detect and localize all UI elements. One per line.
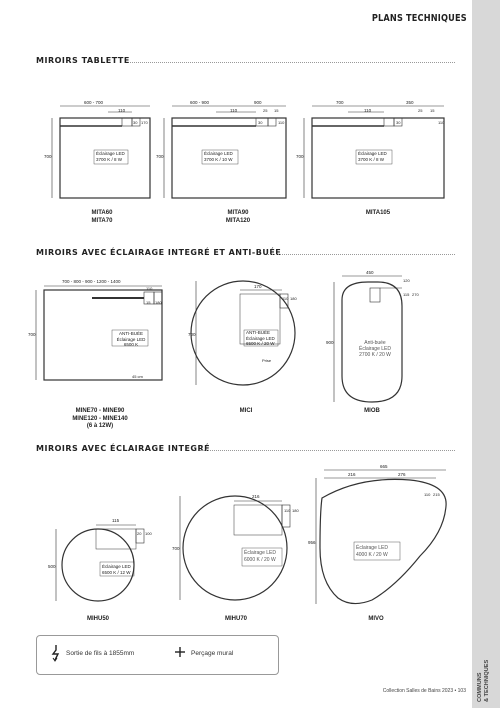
- mivo-dim-height: 956: [308, 540, 316, 545]
- mihu50-label: MIHU50: [86, 616, 109, 622]
- mihu70-dim-width: 216: [252, 494, 260, 499]
- mivo-dim-a: 110: [424, 492, 431, 497]
- wire-icon: [50, 644, 62, 662]
- mita105-dim-width2: 350: [406, 100, 414, 105]
- mita90-light: Éclairage LED 3700 K / 10 W: [204, 151, 233, 162]
- miob-dim-width: 450: [366, 270, 374, 275]
- mici-note: Prise: [262, 358, 272, 363]
- mihu70-label: MIHU70: [224, 616, 247, 622]
- section-title-antibuee: MIROIRS AVEC ÉCLAIRAGE INTEGRÉ ET ANTI-BUÉE: [36, 248, 282, 257]
- mivo-dim-width2: 276: [398, 472, 406, 477]
- miob-dim-c: 270: [412, 292, 419, 297]
- section-divider: [268, 254, 455, 255]
- miob-dim-height: 900: [326, 340, 334, 345]
- mita90-dim-width2: 900: [254, 100, 262, 105]
- mici-dim-a: 110: [282, 296, 289, 301]
- mita60-dim-a: 110: [118, 108, 126, 113]
- mita90-dim-d: 110: [278, 120, 285, 125]
- mita105-label: MITA105: [365, 210, 391, 216]
- mihu70-drawing: [180, 496, 290, 600]
- miob-label: MIOB: [364, 408, 380, 414]
- sidebar-label: [474, 652, 498, 704]
- mita105-dim-a: 110: [364, 108, 372, 113]
- mihu70-dim-height: 700: [172, 546, 180, 551]
- mici-label: MICI: [239, 408, 253, 414]
- mita60-dim-b: 30: [133, 120, 138, 125]
- miob-dim-b: 115: [403, 292, 410, 297]
- mihu70-dim-a: 110: [284, 508, 291, 513]
- mita90-dim-b: 25: [263, 108, 268, 113]
- mita90-dim-a: 110: [230, 108, 238, 113]
- mine-dim-height: 700: [28, 332, 36, 337]
- legend-drill-text: Perçage mural: [191, 650, 234, 657]
- miob-dim-a: 120: [403, 278, 410, 283]
- mihu70-light: Éclairage LED 6000 K / 20 W: [244, 550, 276, 563]
- mita105-dim-e: 110: [438, 120, 445, 125]
- page-title: PLANS TECHNIQUES: [372, 13, 467, 24]
- mihu50-light: Éclairage LED 6500 K / 12 W: [102, 564, 131, 575]
- mine-dim-b: 15: [146, 300, 151, 305]
- mita105-dim-b: 25: [418, 108, 423, 113]
- sidebar-label-line2: & TECHNIQUES: [484, 659, 490, 702]
- section-divider: [200, 450, 455, 451]
- section-title-tablette: MIROIRS TABLETTE: [36, 56, 130, 65]
- mita105-light: Éclairage LED 3700 K / 8 W: [358, 151, 387, 162]
- mine-dim-a: 110: [146, 286, 153, 291]
- mita60-light: Éclairage LED 3700 K / 8 W: [96, 151, 125, 162]
- miob-drawing: [334, 276, 402, 402]
- mita105-dim-d: 30: [396, 120, 401, 125]
- drill-icon: [174, 646, 186, 658]
- mici-dim-width: 170: [254, 284, 262, 289]
- mivo-dim-b: 215: [433, 492, 440, 497]
- mita60-label: MITA60 MITA70: [91, 210, 113, 224]
- mita105-dim-height: 700: [296, 154, 304, 159]
- mine-label: MINE70 - MINE90 MINE120 - MINE140 (6 à 12W): [72, 408, 128, 429]
- page-footer: Collection Salles de Bains 2023 • 103: [382, 688, 466, 694]
- mine-light: ANTI-BUÉE Éclairage LED 6500 K: [116, 331, 146, 347]
- miob-light: Anti-buée Éclairage LED 2700 K / 20 W: [359, 340, 391, 358]
- mici-dim-height: 700: [188, 332, 196, 337]
- mivo-label: MIVO: [368, 616, 384, 622]
- sidebar-label-line1: COMMUNS: [477, 672, 483, 702]
- mihu50-dim-width: 115: [112, 518, 120, 523]
- mivo-dim-width: 665: [380, 464, 388, 469]
- mine-dim-c: 180: [155, 300, 162, 305]
- mihu50-dim-height: 500: [48, 564, 56, 569]
- mivo-drawing: [316, 470, 446, 604]
- mita60-dim-c: 170: [141, 120, 148, 125]
- mici-light: ANTI-BUÉE Éclairage LED 6500 K / 20 W: [246, 330, 275, 346]
- mita90-dim-height: 700: [156, 154, 164, 159]
- mita60-dim-height: 700: [44, 154, 52, 159]
- mihu70-dim-b: 180: [292, 508, 299, 513]
- mita90-label: MITA90 MITA120: [225, 210, 251, 224]
- mita90-dim-c: 15: [274, 108, 279, 113]
- mita90-dim-e: 30: [258, 120, 263, 125]
- mita90-dim-width: 600 - 900: [190, 100, 210, 105]
- mici-dim-b: 180: [290, 296, 297, 301]
- mita105-dim-c: 15: [430, 108, 435, 113]
- mihu50-dim-a: 20: [137, 531, 142, 536]
- mihu50-drawing: [56, 525, 144, 601]
- mine-note: 45 cm: [132, 374, 143, 379]
- mine-dim-width: 700 - 800 - 900 - 1200 - 1400: [62, 279, 121, 284]
- mivo-dim-width1: 216: [348, 472, 356, 477]
- section-title-eclairage: MIROIRS AVEC ÉCLAIRAGE INTEGRÉ: [36, 444, 211, 453]
- mita60-dim-width: 600 - 700: [84, 100, 104, 105]
- sidebar-band: [472, 0, 500, 708]
- mivo-light: Éclairage LED 4000 K / 20 W: [356, 545, 388, 558]
- mihu50-dim-b: 100: [145, 531, 152, 536]
- legend-wire-text: Sortie de fils à 1855mm: [66, 650, 135, 657]
- mita105-dim-width: 700: [336, 100, 344, 105]
